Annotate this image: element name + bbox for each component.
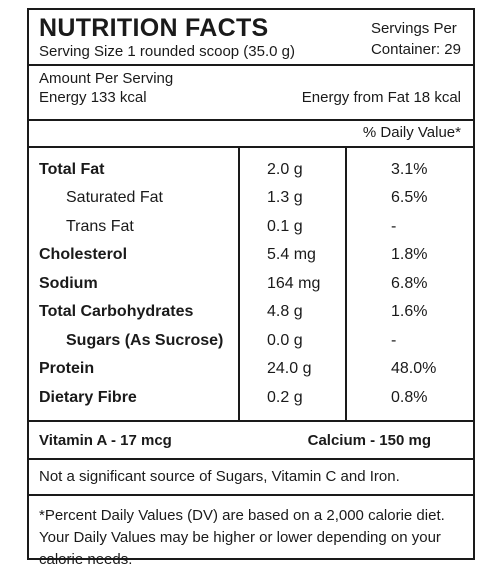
nutrient-amount: 1.3 g (267, 189, 303, 206)
nutrient-name: Total Fat (39, 161, 105, 178)
nutrient-dv: 1.6% (391, 303, 428, 320)
nutrient-name: Sodium (39, 275, 98, 292)
nutrient-row-saturated-fat (29, 185, 473, 213)
nutrient-dv: 6.5% (391, 189, 428, 206)
nutrient-row-cholesterol (29, 242, 473, 270)
nutrient-row-total-fat (29, 157, 473, 185)
nutrient-name: Total Carbohydrates (39, 303, 194, 320)
label-title: NUTRITION FACTS (39, 14, 269, 42)
nutrient-amount: 5.4 mg (267, 246, 316, 263)
nutrient-amount: 0.0 g (267, 332, 303, 349)
servings-per-container (371, 18, 461, 60)
header-section (29, 10, 473, 66)
nutrient-name: Saturated Fat (66, 189, 163, 206)
nutrient-name: Dietary Fibre (39, 389, 137, 406)
nutrition-facts-label (27, 8, 475, 568)
note-section (29, 460, 473, 496)
vitamins-section (29, 422, 473, 460)
nutrient-dv: 3.1% (391, 161, 428, 178)
nutrient-dv: 48.0% (391, 360, 437, 377)
nutrient-name: Protein (39, 360, 95, 377)
footnote-section (29, 496, 473, 568)
vitamin-a: Vitamin A - 17 mcg (39, 432, 172, 449)
nutrient-dv: 1.8% (391, 246, 428, 263)
nutrient-amount: 164 mg (267, 275, 321, 292)
nutrient-name: Trans Fat (66, 218, 134, 235)
daily-value-header: % Daily Value* (362, 124, 461, 141)
nutrient-row-sodium (29, 271, 473, 299)
nutrient-amount: 0.2 g (267, 389, 303, 406)
servings-per-line1: Servings Per (370, 20, 457, 37)
nutrient-dv: - (391, 218, 397, 235)
serving-size: Serving Size 1 rounded scoop (35.0 g) (39, 43, 295, 60)
daily-value-footnote: *Percent Daily Values (DV) are based on a 2,000 calorie diet. Your Daily Values may be higher or lower depending on your calorie needs. (39, 507, 445, 568)
not-significant-note: Not a significant source of Sugars, Vitamin C and Iron. (39, 468, 400, 485)
dv-header-section (29, 121, 473, 148)
nutrient-name: Sugars (As Sucrose) (66, 332, 224, 349)
nutrient-amount: 2.0 g (267, 161, 303, 178)
nutrient-dv: - (391, 332, 397, 349)
servings-per-line2: Container: 29 (370, 41, 461, 58)
nutrient-row-total-carbohydrates (29, 299, 473, 327)
nutrient-row-sugars (29, 328, 473, 356)
nutrient-amount: 4.8 g (267, 303, 303, 320)
nutrient-row-dietary-fibre (29, 385, 473, 413)
nutrient-amount: 24.0 g (267, 360, 312, 377)
energy: Energy 133 kcal (39, 89, 147, 106)
energy-from-fat: Energy from Fat 18 kcal (301, 89, 461, 106)
nutrient-row-trans-fat (29, 214, 473, 242)
calcium: Calcium - 150 mg (307, 432, 431, 449)
amount-section (29, 66, 473, 121)
nutrient-row-protein (29, 356, 473, 384)
nutrient-name: Cholesterol (39, 246, 128, 263)
nutrient-dv: 6.8% (391, 275, 428, 292)
nutrient-table (29, 148, 473, 422)
nutrient-dv: 0.8% (391, 389, 428, 406)
amount-per-serving: Amount Per Serving (39, 70, 174, 87)
nutrient-amount: 0.1 g (267, 218, 303, 235)
